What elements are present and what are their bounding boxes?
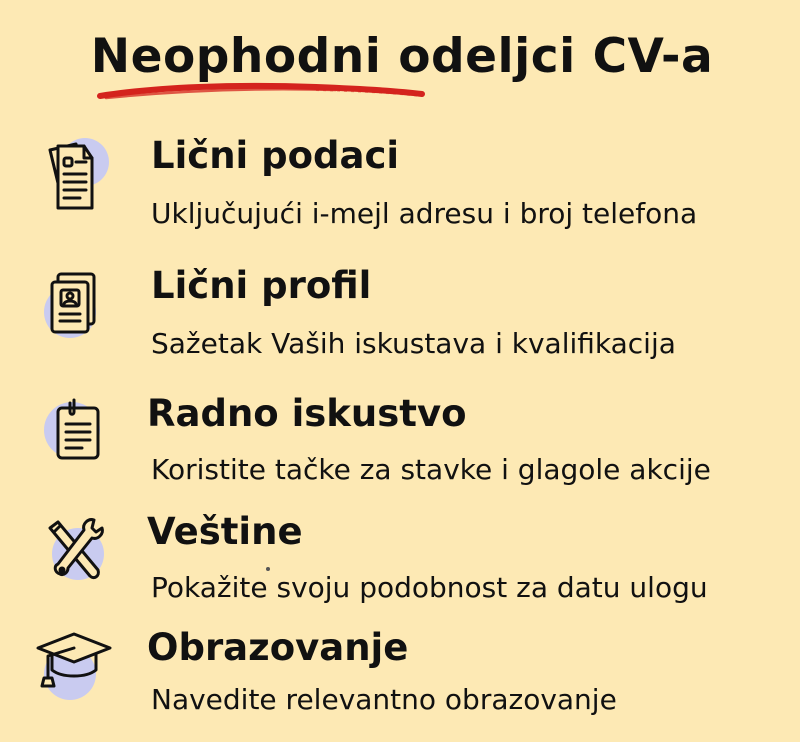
documents-icon [28, 128, 120, 220]
section-personal-data [0, 128, 800, 248]
graduation-cap-icon [28, 622, 120, 714]
section-work-experience [0, 384, 800, 504]
section-description: Sažetak Vaših iskustava i kvalifikacija [151, 327, 676, 360]
section-skills [0, 504, 800, 624]
section-description: Koristite tačke za stavke i glagole akcije [151, 453, 711, 486]
section-description: Pokažite svoju podobnost za datu ulogu [151, 571, 708, 604]
clipboard-note-icon [28, 384, 120, 476]
section-description: Uključujući i-mejl adresu i broj telefona [151, 197, 698, 230]
title-underline-brush [96, 78, 426, 104]
section-heading: Obrazovanje [147, 626, 409, 669]
page-title: Neophodni odeljci CV-a [90, 29, 714, 84]
section-personal-profile [0, 258, 800, 378]
section-heading: Lični profil [151, 264, 372, 307]
stray-dot [266, 567, 270, 571]
section-heading: Radno iskustvo [147, 392, 467, 435]
section-heading: Veštine [147, 510, 303, 553]
section-description: Navedite relevantno obrazovanje [151, 683, 617, 716]
profile-document-icon [28, 258, 120, 350]
tools-icon [28, 504, 120, 596]
section-education [0, 620, 800, 740]
section-heading: Lični podaci [151, 134, 400, 177]
